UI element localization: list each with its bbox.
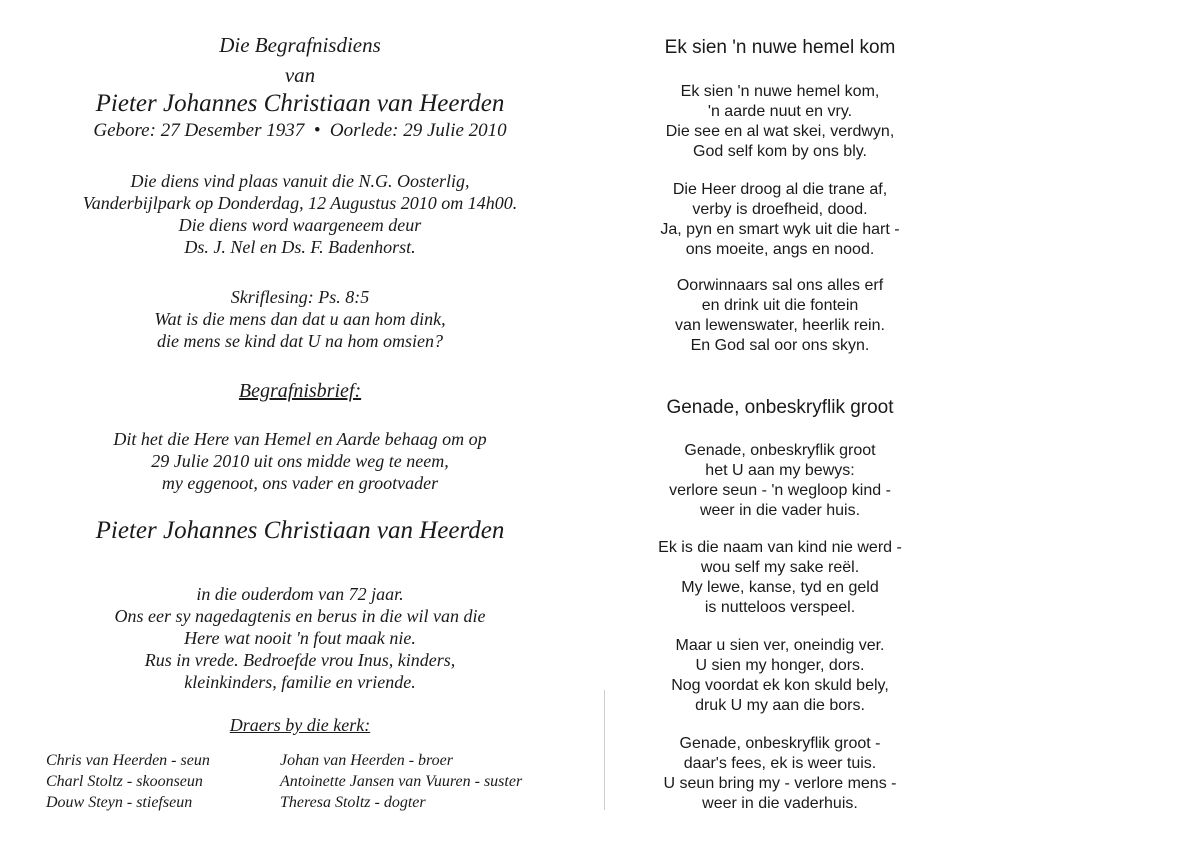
verse-line: verby is droefheid, dood. [692,201,868,218]
funeral-letter-intro [0,428,600,494]
service-line: Die diens vind plaas vanuit die N.G. Oosterlig, [130,171,470,191]
verse-line: en drink uit die fontein [701,297,859,314]
heading-line2: van [284,63,316,87]
right-page [600,0,1200,849]
bearer-item: Johan van Heerden - broer [280,752,453,769]
letter-line: kleinkinders, familie en vriende. [184,672,416,692]
bearers-title: Draers by die kerk: [229,715,371,735]
service-line: Vanderbijlpark op Donderdag, 12 Augustus 2010 om 14h00. [82,193,518,213]
verse-line: 'n aarde nuut en vry. [707,103,853,120]
verse-line: is nutteloos verspeel. [704,599,856,616]
verse-line: verlore seun - 'n wegloop kind - [669,482,891,499]
deceased-name: Pieter Johannes Christiaan van Heerden [95,517,505,544]
verse-line: Genade, onbeskryflik groot [684,442,876,459]
letter-line: 29 Julie 2010 uit ons midde weg te neem, [151,451,449,471]
verse-line: En God sal oor ons skyn. [690,337,870,354]
verse-line: daar's fees, ek is weer tuis. [683,755,877,772]
bearers-column-2 [280,750,522,813]
verse-line: Die Heer droog al die trane af, [672,181,888,198]
bearer-item: Antoinette Jansen van Vuuren - suster [280,773,523,790]
hymn2-verse-4 [580,734,980,814]
verse-line: het U aan my bewys: [705,462,855,479]
hymn1-verse-2 [580,180,980,260]
hymn2-verse-2 [580,538,980,618]
hymn2-verse-1 [580,441,980,521]
verse-line: Ek sien 'n nuwe hemel kom, [680,83,880,100]
death-date: Oorlede: 29 Julie 2010 [329,120,507,141]
bearers-column-1 [46,750,210,813]
service-line: Ds. J. Nel en Ds. F. Badenhorst. [184,237,416,257]
date-separator: • [313,120,321,141]
bearer-item: Theresa Stoltz - dogter [280,794,426,811]
verse-line: My lewe, kanse, tyd en geld [681,579,879,596]
scripture-label: Skriflesing: Ps. 8:5 [230,287,370,307]
letter-line: Ons eer sy nagedagtenis en berus in die wil van die [114,606,486,626]
verse-line: Ek is die naam van kind nie werd - [658,539,902,556]
verse-line: Oorwinnaars sal ons alles erf [676,277,884,294]
service-line: Die diens word waargeneem deur [178,215,422,235]
letter-line: Here wat nooit 'n fout maak nie. [184,628,416,648]
verse-line: van lewenswater, heerlik rein. [675,317,885,334]
letter-line: Rus in vrede. Bedroefde vrou Inus, kinders, [144,650,456,670]
life-dates [0,119,600,143]
verse-line: God self kom by ons bly. [693,143,867,160]
birth-date: Gebore: 27 Desember 1937 [93,120,305,141]
verse-line: U seun bring my - verlore mens - [663,775,897,792]
verse-line: Maar u sien ver, oneindig ver. [675,637,885,654]
letter-line: my eggenoot, ons vader en grootvader [161,473,439,493]
bearer-item: Douw Steyn - stiefseun [46,794,193,811]
verse-line: wou self my sake reël. [700,559,860,576]
verse-line: Nog voordat ek kon skuld bely, [671,677,889,694]
funeral-letter-title: Begrafnisbrief: [238,380,362,402]
verse-line: ons moeite, angs en nood. [685,241,875,258]
scripture-reading [0,286,600,352]
service-details [0,170,600,258]
deceased-name-heading: Pieter Johannes Christiaan van Heerden [95,90,505,117]
letter-line: in die ouderdom van 72 jaar. [196,584,404,604]
verse-line: U sien my honger, dors. [695,657,865,674]
verse-line: weer in die vader huis. [699,502,861,519]
bearer-item: Chris van Heerden - seun [46,752,210,769]
letter-line: Dit het die Here van Hemel en Aarde behaag om op [113,429,487,449]
heading-line1: Die Begrafnisdiens [219,33,381,57]
hymn1-title: Ek sien 'n nuwe hemel kom [664,37,896,58]
hymn1-verse-1 [580,82,980,162]
funeral-letter-outro [0,583,600,693]
scripture-line: Wat is die mens dan dat u aan hom dink, [154,309,446,329]
hymn2-title: Genade, onbeskryflik groot [666,397,894,418]
verse-line: weer in die vaderhuis. [702,795,858,812]
verse-line: Die see en al wat skei, verdwyn, [665,123,895,140]
hymn1-verse-3 [580,276,980,356]
verse-line: Genade, onbeskryflik groot - [679,735,881,752]
verse-line: druk U my aan die bors. [695,697,865,714]
hymn2-verse-3 [580,636,980,716]
bearer-item: Charl Stoltz - skoonseun [46,773,203,790]
scripture-line: die mens se kind dat U na hom omsien? [157,331,443,351]
verse-line: Ja, pyn en smart wyk uit die hart - [660,221,900,238]
